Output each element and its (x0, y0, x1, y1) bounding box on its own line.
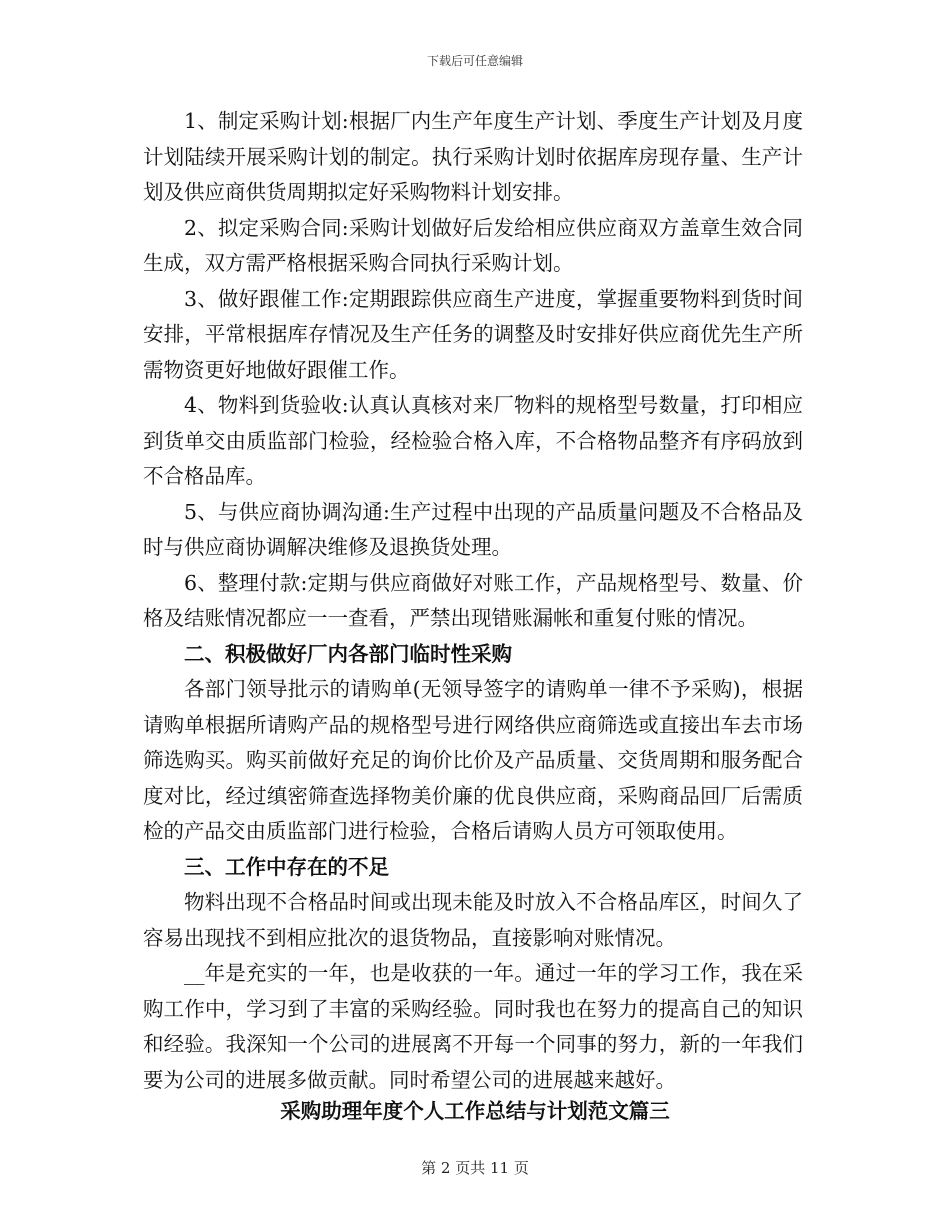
document-title: 采购助理年度个人工作总结与计划范文篇三 (280, 1099, 670, 1123)
paragraph-shortcomings: 物料出现不合格品时间或出现未能及时放入不合格品库区，时间久了容易出现找不到相应批次的退货物品，直接影响对账情况。 (143, 890, 803, 950)
paragraph-supplier-communication: 5、与供应商协调沟通:生产过程中出现的产品质量问题及不合格品及时与供应商协调解决维修及退换货处理。 (143, 499, 803, 559)
page-footer-number: 第 2 页共 11 页 (421, 1159, 529, 1177)
paragraph-purchase-contract: 2、拟定采购合同:采购计划做好后发给相应供应商双方盖章生效合同生成，双方需严格根据采购合同执行采购计划。 (143, 215, 803, 275)
paragraph-purchase-plan: 1、制定采购计划:根据厂内生产年度生产计划、季度生产计划及月度计划陆续开展采购计划的制定。执行采购计划时依据库房现存量、生产计划及供应商供货周期拟定好采购物料计划安排。 (143, 109, 803, 204)
section-heading-temporary-purchase: 二、积极做好厂内各部门临时性采购 (184, 641, 512, 666)
paragraph-department-requests: 各部门领导批示的请购单(无领导签字的请购单一律不予采购)，根据请购单根据所请购产品的规格型号进行网络供应商筛选或直接出车去市场筛选购买。购买前做好充足的询价比价及产品质量、交货周期和服务配合度对比，经过缜密筛查选择物美价廉的优良供应商，采购商品回厂后需质检的产品交由质监部门进行检验，合格后请购人员方可领取使用。 (143, 677, 803, 843)
document-body (143, 104, 803, 1098)
paragraph-year-summary: __年是充实的一年，也是收获的一年。通过一年的学习工作，我在采购工作中，学习到了丰富的采购经验。同时我也在努力的提高自己的知识和经验。我深知一个公司的进展离不开每一个同事的努力，新的一年我们要为公司的进展多做贡献。同时希望公司的进展越来越好。 (143, 961, 803, 1092)
page-header-note: 下载后可任意编辑 (426, 54, 523, 68)
paragraph-follow-up: 3、做好跟催工作:定期跟踪供应商生产进度，掌握重要物料到货时间安排，平常根据库存情况及生产任务的调整及时安排好供应商优先生产所需物资更好地做好跟催工作。 (143, 286, 803, 382)
paragraph-payment: 6、整理付款:定期与供应商做好对账工作，产品规格型号、数量、价格及结账情况都应一一查看，严禁出现错账漏帐和重复付账的情况。 (143, 570, 803, 630)
section-heading-shortcomings: 三、工作中存在的不足 (184, 854, 389, 879)
paragraph-acceptance: 4、物料到货验收:认真认真核对来厂物料的规格型号数量，打印相应到货单交由质监部门检验，经检验合格入库，不合格物品整齐有序码放到不合格品库。 (143, 393, 803, 488)
